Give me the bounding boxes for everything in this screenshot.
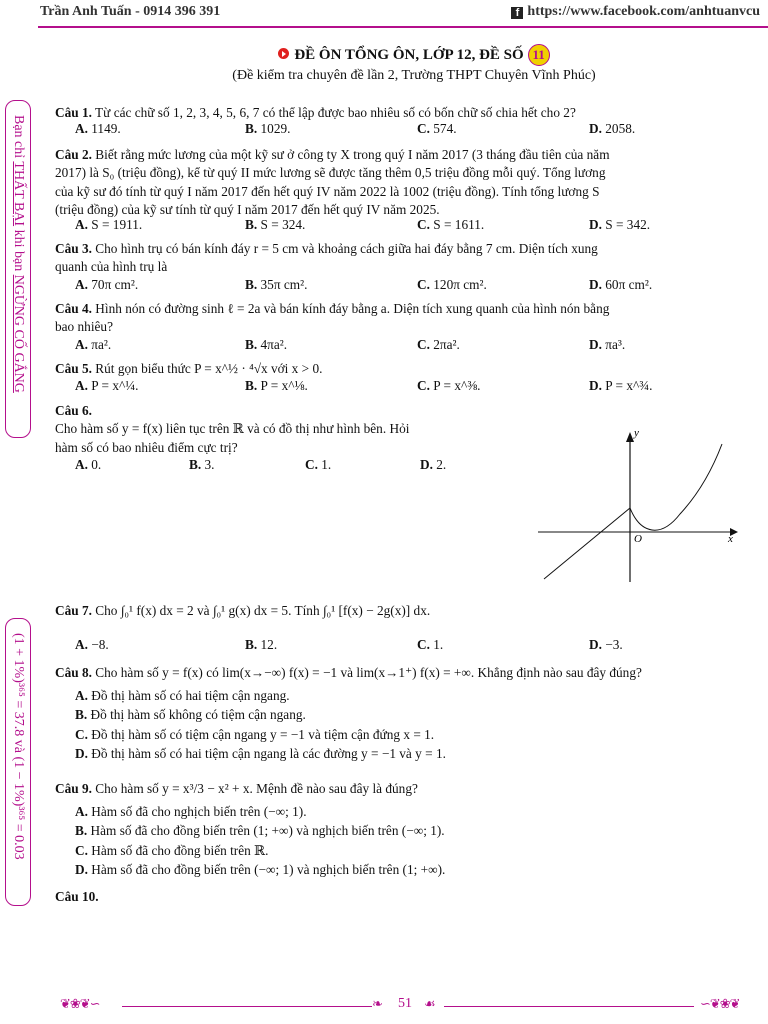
page-header <box>0 0 768 28</box>
question-2: Câu 2. Biết rằng mức lương của một kỹ sư ở công ty X trong quý I năm 2017 (3 tháng đầu tiên của năm 2017) là S₀ (triệu đồng), kể từ quý II mức lương sẽ được tăng thêm 0,5 triệu đồng mỗi quý. Tổng lương của kỹ sư đó tính từ quý I năm 2017 đến hết quý IV năm 2022 là 1002 (triệu đồng). Tính tổng lương S (triệu đồng) của kỹ sư tính từ quý I năm 2017 đến hết quý IV năm 2025. <box>55 147 610 218</box>
question-1-options: A. 1149. B. 1029. C. 574. D. 2058. <box>75 121 636 136</box>
question-1: Câu 1. Từ các chữ số 1, 2, 3, 4, 5, 6, 7 có thể lập được bao nhiêu số có bốn chữ số chia hết cho 2? <box>55 105 576 120</box>
question-7-options: A. −8. B. 12. C. 1. D. −3. <box>75 637 623 652</box>
y-axis-arrow <box>626 432 634 442</box>
curve-right-branch <box>630 444 722 530</box>
author-info: Trần Anh Tuấn - 0914 396 391 <box>40 4 221 19</box>
footer-rule-right <box>444 1006 694 1007</box>
motto-text: Bạn chỉ THẤT BẠI khi bạn NGỪNG CỐ GẮNG <box>11 115 26 393</box>
question-2-options: A. S = 1911. B. S = 324. C. S = 1611. D. S = 342. <box>75 217 651 232</box>
leaf-left-icon: ❧ <box>372 996 382 1011</box>
question-3-options: A. 70π cm². B. 35π cm². C. 120π cm². D. 60π cm². <box>75 277 653 292</box>
question-5-options: A. P = x^¼. B. P = x^⅛. C. P = x^⅜. D. P = x^¾. <box>75 378 653 393</box>
facebook-url[interactable]: https://www.facebook.com/anhtuanvcu <box>527 4 760 19</box>
curve-left-branch <box>544 508 630 579</box>
facebook-link[interactable] <box>511 4 760 20</box>
right-ornament-icon: ∽❦❀❦ <box>700 996 740 1011</box>
question-8-options: A. Đồ thị hàm số có hai tiệm cận ngang. B. Đồ thị hàm số không có tiệm cận ngang. C. Đồ thị hàm số có tiệm cận ngang y = −1 và tiệm cận đứng x = 1. D. Đồ thị hàm số có hai tiệm cận ngang là các đường y = −1 và y = 1. <box>75 688 446 762</box>
exam-title: ĐỀ ÔN TỔNG ÔN, LỚP 12, ĐỀ SỐ 11 <box>60 44 768 66</box>
function-graph <box>538 424 748 582</box>
question-4-options: A. πa². B. 4πa². C. 2πa². D. πa³. <box>75 337 626 352</box>
footer-rule-left <box>122 1006 372 1007</box>
question-4: Câu 4. Hình nón có đường sinh ℓ = 2a và bán kính đáy bằng a. Diện tích xung quanh của hình nón bằng bao nhiêu? <box>55 301 610 335</box>
formula-text: (1 + 1%)³⁶⁵ = 37.8 và (1 − 1%)³⁶⁵ = 0.03 <box>11 633 26 860</box>
question-7: Câu 7. Cho ∫₀¹ f(x) dx = 2 và ∫₀¹ g(x) dx = 5. Tính ∫₀¹ [f(x) − 2g(x)] dx. <box>55 603 431 618</box>
formula-sidebar <box>5 618 31 906</box>
origin-label: O <box>634 533 642 545</box>
page-footer <box>60 996 760 1016</box>
exam-subtitle: (Đề kiểm tra chuyên đề lần 2, Trường THPT Chuyên Vĩnh Phúc) <box>232 68 596 83</box>
question-6-options: A. 0. B. 3. C. 1. D. 2. <box>75 457 447 472</box>
facebook-icon: f <box>511 7 523 19</box>
question-3: Câu 3. Cho hình trụ có bán kính đáy r = 5 cm và khoảng cách giữa hai đáy bằng 7 cm. Diện tích xung quanh của hình trụ là <box>55 241 598 275</box>
question-9-options: A. Hàm số đã cho nghịch biến trên (−∞; 1). B. Hàm số đã cho đồng biến trên (1; +∞) và nghịch biến trên (−∞; 1). C. Hàm số đã cho đồng biến trên ℝ. D. Hàm số đã cho đồng biến trên (−∞; 1) và nghịch biến trên (1; +∞). <box>75 804 446 878</box>
question-9: Câu 9. Cho hàm số y = x³/3 − x² + x. Mệnh đề nào sau đây là đúng? <box>55 781 418 796</box>
question-8: Câu 8. Cho hàm số y = f(x) có lim(x→−∞) f(x) = −1 và lim(x→1⁺) f(x) = +∞. Khẳng định nào sau đây đúng? <box>55 665 642 680</box>
leaf-right-icon: ☙ <box>424 996 435 1011</box>
motto-sidebar <box>5 100 31 438</box>
left-ornament-icon: ❦❀❦∽ <box>60 996 100 1011</box>
header-divider <box>38 26 768 28</box>
question-10: Câu 10. <box>55 889 99 904</box>
page-number: 51 <box>398 996 412 1011</box>
question-5: Câu 5. Rút gọn biểu thức P = x^½ · ⁴√x với x > 0. <box>55 361 323 376</box>
play-circle-icon <box>278 48 289 59</box>
x-axis-label: x <box>728 533 733 545</box>
exam-number-badge: 11 <box>528 44 550 66</box>
question-6: Câu 6. Cho hàm số y = f(x) liên tục trên ℝ và có đồ thị như hình bên. Hỏi hàm số có bao nhiêu điểm cực trị? <box>55 403 410 455</box>
y-axis-label: y <box>634 427 639 439</box>
